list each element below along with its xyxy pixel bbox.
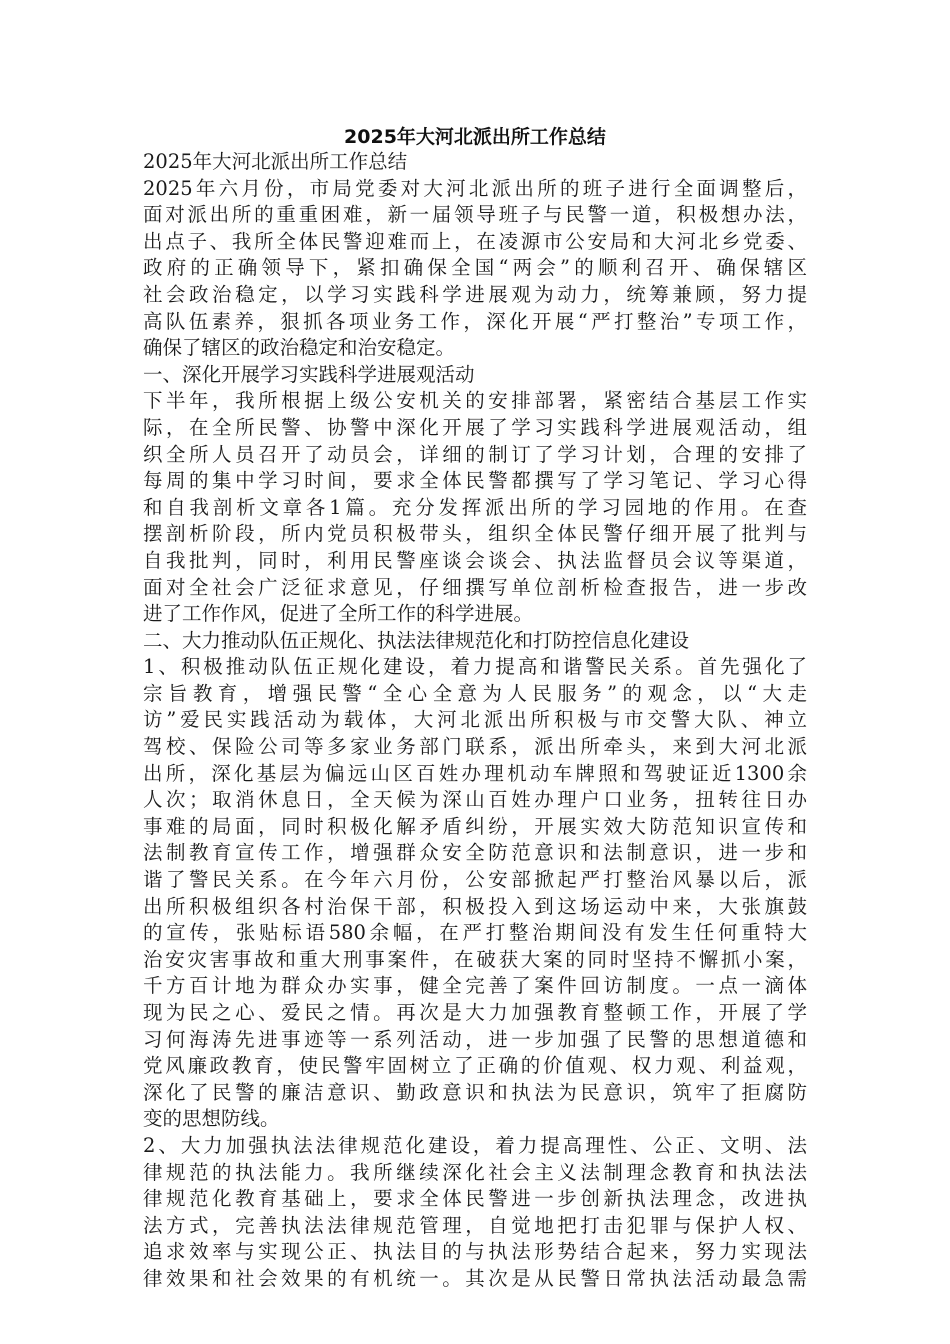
body-line: 政府的正确领导下，紧扣确保全国“两会”的顺利召开、确保辖区	[143, 256, 807, 280]
body-line: 织全所人员召开了动员会，详细的制订了学习计划，合理的安排了	[143, 442, 807, 466]
body-line: 治安灾害事故和重大刑事案件，在破获大案的同时坚持不懈抓小案，	[143, 947, 807, 971]
body-line: 一、深化开展学习实践科学进展观活动	[143, 362, 475, 386]
body-line: 面对全社会广泛征求意见，仔细撰写单位剖析检查报告，进一步改	[143, 575, 807, 599]
body-line: 的宣传，张贴标语580余幅，在严打整治期间没有发生任何重特大	[143, 921, 807, 945]
body-line: 出点子、我所全体民警迎难而上，在凌源市公安局和大河北乡党委、	[143, 229, 807, 253]
body-line: 现为民之心、爱民之情。再次是大力加强教育整顿工作，开展了学	[143, 1001, 807, 1024]
body-line: 人次；取消休息日，全天候为深山百姓办理户口业务，扭转往日办	[143, 788, 807, 812]
body-line: 1、积极推动队伍正规化建设，着力提高和谐警民关系。首先强化了	[143, 655, 807, 679]
body-line: 确保了辖区的政治稳定和治安稳定。	[143, 336, 456, 360]
body-line: 宗旨教育，增强民警“全心全意为人民服务”的观念，以“大走	[143, 681, 807, 705]
body-line: 社会政治稳定，以学习实践科学进展观为动力，统筹兼顾，努力提	[143, 282, 807, 306]
body-line: 千方百计地为群众办实事，健全完善了案件回访制度。一点一滴体	[143, 974, 807, 998]
body-line: 律效果和社会效果的有机统一。其次是从民警日常执法活动最急需	[143, 1266, 807, 1290]
document-title: 2025年大河北派出所工作总结	[344, 126, 606, 148]
body-line: 法方式，完善执法法律规范管理，自觉地把打击犯罪与保护人权、	[143, 1213, 807, 1237]
body-line: 谐了警民关系。在今年六月份，公安部掀起严打整治风暴以后，派	[143, 868, 807, 892]
body-line: 法制教育宣传工作，增强群众安全防范意识和法制意识，进一步和	[143, 841, 807, 865]
body-line: 下半年，我所根据上级公安机关的安排部署，紧密结合基层工作实	[143, 389, 807, 413]
body-line: 摆剖析阶段，所内党员积极带头，组织全体民警仔细开展了批判与	[143, 522, 807, 546]
body-line: 2025年六月份，市局党委对大河北派出所的班子进行全面调整后，	[143, 176, 807, 200]
body-line: 事难的局面，同时积极化解矛盾纠纷，开展实效大防范知识宣传和	[143, 814, 807, 838]
body-line: 每周的集中学习时间，要求全体民警都撰写了学习笔记、学习心得	[143, 469, 807, 493]
body-line: 追求效率与实现公正、执法目的与执法形势结合起来，努力实现法	[143, 1240, 807, 1264]
body-line: 律规范化教育基础上，要求全体民警进一步创新执法理念，改进执	[143, 1187, 807, 1211]
body-line: 2、大力加强执法法律规范化建设，着力提高理性、公正、文明、法	[143, 1133, 807, 1157]
body-line: 习何海涛先进事迹等一系列活动，进一步加强了民警的思想道德和	[143, 1027, 807, 1051]
body-line: 出所，深化基层为偏远山区百姓办理机动车牌照和驾驶证近1300余	[143, 761, 807, 785]
body-line: 出所积极组织各村治保干部，积极投入到这场运动中来，大张旗鼓	[143, 894, 807, 918]
body-line: 驾校、保险公司等多家业务部门联系，派出所牵头，来到大河北派	[143, 735, 807, 759]
body-line: 律规范的执法能力。我所继续深化社会主义法制理念教育和执法法	[143, 1160, 807, 1184]
body-line: 高队伍素养，狠抓各项业务工作，深化开展“严打整治”专项工作，	[143, 309, 807, 333]
body-line: 面对派出所的重重困难，新一届领导班子与民警一道，积极想办法，	[143, 203, 807, 227]
body-line: 深化了民警的廉洁意识、勤政意识和执法为民意识，筑牢了拒腐防	[143, 1080, 807, 1104]
body-line: 自我批判，同时，利用民警座谈会谈会、执法监督员会议等渠道，	[143, 548, 807, 572]
body-line: 变的思想防线。	[143, 1107, 280, 1131]
body-line: 进了工作作风，促进了全所工作的科学进展。	[143, 602, 534, 626]
body-line: 党风廉政教育，使民警牢固树立了正确的价值观、权力观、利益观，	[143, 1054, 807, 1078]
body-line: 二、大力推动队伍正规化、执法法律规范化和打防控信息化建设	[143, 628, 690, 652]
body-line: 际，在全所民警、协警中深化开展了学习实践科学进展观活动，组	[143, 415, 807, 439]
body-line: 访”爱民实践活动为载体，大河北派出所积极与市交警大队、神立	[143, 708, 807, 732]
document-body	[143, 149, 807, 1293]
body-line: 和自我剖析文章各1篇。充分发挥派出所的学习园地的作用。在查	[143, 495, 807, 519]
body-line: 2025年大河北派出所工作总结	[143, 150, 408, 173]
